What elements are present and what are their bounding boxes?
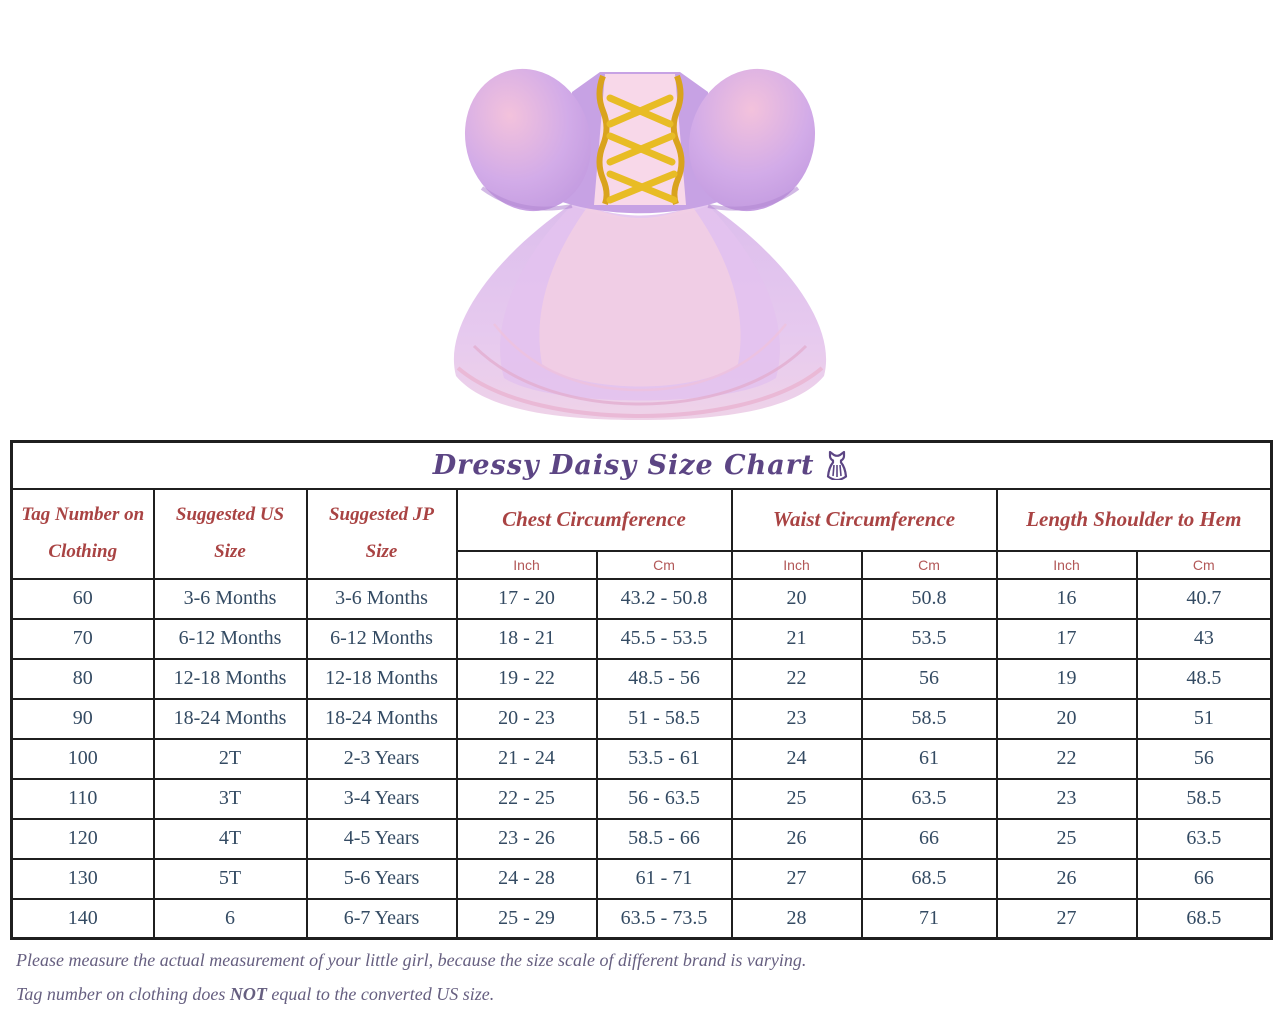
table-cell: 4-5 Years xyxy=(307,819,457,859)
table-cell: 43.2 - 50.8 xyxy=(597,579,732,619)
dress-icon xyxy=(824,450,850,480)
table-cell: 6 xyxy=(154,899,307,939)
table-cell: 19 xyxy=(997,659,1137,699)
table-cell: 63.5 xyxy=(1137,819,1272,859)
table-cell: 26 xyxy=(997,859,1137,899)
table-cell: 28 xyxy=(732,899,862,939)
table-cell: 23 xyxy=(732,699,862,739)
table-cell: 3-6 Months xyxy=(307,579,457,619)
subheader-waist-cm: Cm xyxy=(862,551,997,579)
footnotes xyxy=(16,950,1116,1018)
table-cell: 4T xyxy=(154,819,307,859)
table-cell: 18-24 Months xyxy=(154,699,307,739)
table-cell: 2T xyxy=(154,739,307,779)
table-cell: 6-7 Years xyxy=(307,899,457,939)
table-cell: 63.5 xyxy=(862,779,997,819)
table-cell: 100 xyxy=(12,739,154,779)
table-cell: 25 - 29 xyxy=(457,899,597,939)
table-row xyxy=(12,699,1272,739)
table-cell: 27 xyxy=(997,899,1137,939)
table-header-row xyxy=(12,489,1272,551)
table-cell: 56 - 63.5 xyxy=(597,779,732,819)
subheader-waist-inch: Inch xyxy=(732,551,862,579)
table-cell: 51 - 58.5 xyxy=(597,699,732,739)
header-tag-number: Tag Number on Clothing xyxy=(12,489,154,579)
table-cell: 12-18 Months xyxy=(307,659,457,699)
table-cell: 12-18 Months xyxy=(154,659,307,699)
header-chest: Chest Circumference xyxy=(457,489,732,551)
header-length: Length Shoulder to Hem xyxy=(997,489,1272,551)
table-cell: 58.5 - 66 xyxy=(597,819,732,859)
table-cell: 22 xyxy=(997,739,1137,779)
table-cell: 45.5 - 53.5 xyxy=(597,619,732,659)
table-cell: 68.5 xyxy=(1137,899,1272,939)
table-cell: 18 - 21 xyxy=(457,619,597,659)
table-cell: 24 xyxy=(732,739,862,779)
table-cell: 6-12 Months xyxy=(307,619,457,659)
table-cell: 48.5 - 56 xyxy=(597,659,732,699)
table-row xyxy=(12,579,1272,619)
table-row xyxy=(12,899,1272,939)
header-us-size: Suggested US Size xyxy=(154,489,307,579)
table-title-cell xyxy=(12,442,1272,489)
table-cell: 21 - 24 xyxy=(457,739,597,779)
footnote-tag-bold: NOT xyxy=(229,984,267,1004)
table-body xyxy=(12,579,1272,939)
table-cell: 63.5 - 73.5 xyxy=(597,899,732,939)
table-cell: 18-24 Months xyxy=(307,699,457,739)
table-row xyxy=(12,619,1272,659)
table-cell: 61 - 71 xyxy=(597,859,732,899)
header-waist: Waist Circumference xyxy=(732,489,997,551)
size-chart-table xyxy=(10,440,1273,940)
table-cell: 25 xyxy=(997,819,1137,859)
table-cell: 17 xyxy=(997,619,1137,659)
dress-skirt xyxy=(454,202,826,420)
subheader-length-inch: Inch xyxy=(997,551,1137,579)
footnote-tag-number xyxy=(16,984,1116,1005)
table-cell: 60 xyxy=(12,579,154,619)
table-cell: 20 xyxy=(997,699,1137,739)
footnote-tag-suffix: equal to the converted US size. xyxy=(266,984,495,1004)
table-cell: 140 xyxy=(12,899,154,939)
table-cell: 120 xyxy=(12,819,154,859)
table-cell: 23 - 26 xyxy=(457,819,597,859)
table-cell: 20 xyxy=(732,579,862,619)
table-cell: 26 xyxy=(732,819,862,859)
table-cell: 48.5 xyxy=(1137,659,1272,699)
table-row xyxy=(12,779,1272,819)
table-title-row xyxy=(12,442,1272,489)
table-cell: 6-12 Months xyxy=(154,619,307,659)
table-cell: 70 xyxy=(12,619,154,659)
table-cell: 5-6 Years xyxy=(307,859,457,899)
footnote-tag-prefix: Tag number on clothing does xyxy=(16,984,230,1004)
table-cell: 27 xyxy=(732,859,862,899)
chart-title: Dressy Daisy Size Chart xyxy=(432,449,815,481)
dress-product-image xyxy=(420,8,860,432)
table-cell: 3-4 Years xyxy=(307,779,457,819)
table-cell: 58.5 xyxy=(862,699,997,739)
table-cell: 17 - 20 xyxy=(457,579,597,619)
table-cell: 20 - 23 xyxy=(457,699,597,739)
table-cell: 90 xyxy=(12,699,154,739)
table-cell: 130 xyxy=(12,859,154,899)
table-cell: 50.8 xyxy=(862,579,997,619)
table-cell: 19 - 22 xyxy=(457,659,597,699)
table-cell: 43 xyxy=(1137,619,1272,659)
table-cell: 56 xyxy=(862,659,997,699)
table-cell: 22 xyxy=(732,659,862,699)
table-cell: 66 xyxy=(1137,859,1272,899)
table-cell: 22 - 25 xyxy=(457,779,597,819)
table-cell: 40.7 xyxy=(1137,579,1272,619)
table-cell: 61 xyxy=(862,739,997,779)
table-row xyxy=(12,659,1272,699)
table-cell: 110 xyxy=(12,779,154,819)
table-cell: 25 xyxy=(732,779,862,819)
table-cell: 80 xyxy=(12,659,154,699)
table-cell: 71 xyxy=(862,899,997,939)
footnote-measure: Please measure the actual measurement of your little girl, because the size scale of different brand is varying. xyxy=(16,950,807,970)
table-cell: 56 xyxy=(1137,739,1272,779)
table-cell: 51 xyxy=(1137,699,1272,739)
table-cell: 2-3 Years xyxy=(307,739,457,779)
table-cell: 5T xyxy=(154,859,307,899)
table-cell: 53.5 - 61 xyxy=(597,739,732,779)
table-cell: 58.5 xyxy=(1137,779,1272,819)
subheader-chest-inch: Inch xyxy=(457,551,597,579)
table-cell: 68.5 xyxy=(862,859,997,899)
table-row xyxy=(12,739,1272,779)
subheader-length-cm: Cm xyxy=(1137,551,1272,579)
table-cell: 23 xyxy=(997,779,1137,819)
subheader-chest-cm: Cm xyxy=(597,551,732,579)
table-cell: 3T xyxy=(154,779,307,819)
table-cell: 66 xyxy=(862,819,997,859)
header-jp-size: Suggested JP Size xyxy=(307,489,457,579)
table-cell: 24 - 28 xyxy=(457,859,597,899)
table-cell: 53.5 xyxy=(862,619,997,659)
table-cell: 3-6 Months xyxy=(154,579,307,619)
table-row xyxy=(12,819,1272,859)
table-cell: 21 xyxy=(732,619,862,659)
table-row xyxy=(12,859,1272,899)
table-cell: 16 xyxy=(997,579,1137,619)
